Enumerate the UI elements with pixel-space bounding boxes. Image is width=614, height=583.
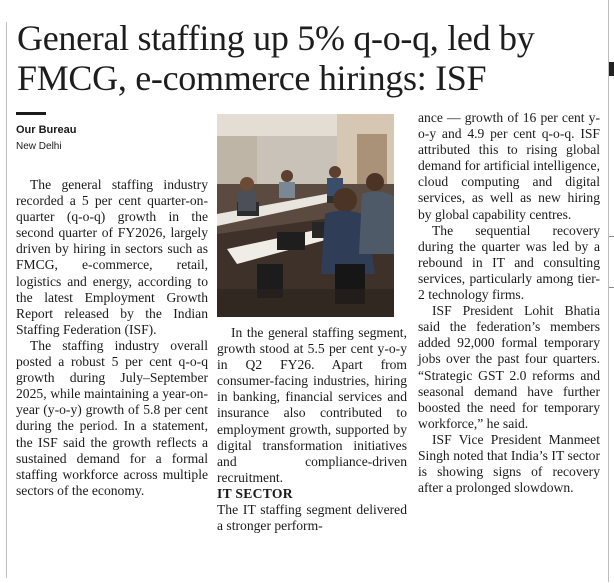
paragraph: ISF Vice President Manmeet Singh noted that India’s IT sector is showing signs of recovery after a prolonged slowdown. <box>418 431 600 496</box>
paragraph: The IT staffing segment delivered a stronger perform- <box>217 502 407 534</box>
paragraph: The general staffing industry recorded a 5 per cent quarter-on-quarter (q-o-q) growth in the second quarter of FY2026, largely driven by hiring in sectors such as FMCG, e-commerce, retail, logistics and energy, according to the latest Employment Growth Report released by the Indian Staffing Federation (ISF). <box>16 177 208 337</box>
byline: Our Bureau <box>16 124 77 136</box>
byline-bar <box>16 112 46 115</box>
dateline: New Delhi <box>16 141 62 152</box>
paragraph: The staffing industry overall posted a robust 5 per cent q-o-q growth during July–September 2025, while maintaining a year-on-year (y-o-y) growth of 5.8 per cent during the period. In a statement, the ISF said the growth reflects a sustained demand for a formal staffing workforce across multiple sectors of the economy. <box>16 337 208 498</box>
column-1 <box>16 177 208 499</box>
subhead-it-sector: IT SECTOR <box>217 485 293 501</box>
adjacent-marker <box>609 62 614 76</box>
adjacent-article-edge <box>609 0 614 237</box>
adjacent-article-edge-lower <box>609 287 614 583</box>
paragraph: In the general staffing segment, growth stood at 5.5 per cent y-o-y in Q2 FY26. Apart from consumer-facing industries, hiring in banking, financial services and insurance also contributed to employment growth, supported by digital transformation initiatives and compliance-driven recruitment. <box>217 325 407 485</box>
headline: General staffing up 5% q-o-q, led by FMCG, e-commerce hirings: ISF <box>17 18 535 98</box>
column-3 <box>418 110 600 496</box>
column-2 <box>217 325 407 534</box>
left-column-rule <box>6 22 7 578</box>
paragraph: ISF President Lohit Bhatia said the federation’s members added 92,000 formal temporary jobs over the past four quarters. “Strategic GST 2.0 reforms and seasonal demand have further boosted the need for temporary workforce,” he said. <box>418 303 600 431</box>
paragraph: ance — growth of 16 per cent y-o-y and 4.9 per cent q-o-q. ISF attributed this to rising global demand for artificial intelligence, cloud computing and digital services, as well as new hiring by global capability centres. <box>418 110 600 222</box>
office-workers-at-laptops-photo <box>217 114 394 317</box>
paragraph: The sequential recovery during the quarter was led by a rebound in IT and consulting services, particularly among tier-2 technology firms. <box>418 222 600 303</box>
